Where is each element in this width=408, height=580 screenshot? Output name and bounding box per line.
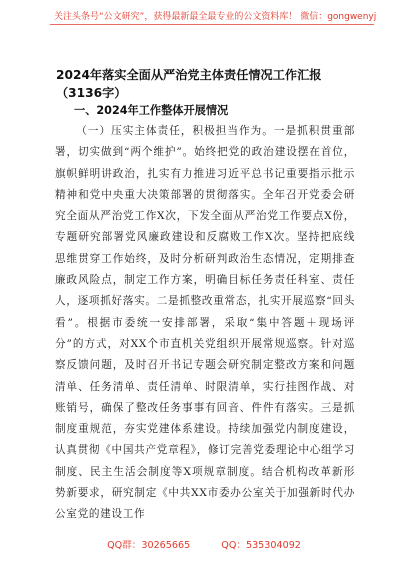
body-text — [55, 121, 355, 526]
header-banner: 关注头条号“公文研究”，获得最新最全最专业的公文资料库！ 微信：gongwenyj — [54, 12, 377, 22]
footer-qq: QQ：535304092 — [221, 540, 301, 551]
section-heading: 一、2024年工作整体开展情况 — [74, 104, 229, 117]
header-divider — [50, 24, 374, 25]
body-paragraph: （一）压实主体责任，积极担当作为。一是抓积贯重部署，切实做到“两个维护”。始终把党的政治建设摆在首位，旗帜鲜明讲政治，扎实有力推进习近平总书记重要指示批示精神和党中央重大决策部署的贯彻落实。全年召开党委会研究全面从严治党工作X次，下发全面从严治党工作要点X份，专题研究部署党风廉政建设和反腐败工作X次。坚持把底线思维贯穿工作始终，及时分析研判政治生态情况，定期排查廉政风险点，制定工作方案，明确目标任务责任科室、责任人，逐项抓好落实。二是抓整改重常态，扎实开展巡察“回头看”。根据市委统一安排部署，采取“集中答题＋现场评分”的方式，对XX个市直机关党组织开展常规巡察。针对巡察反馈问题，及时召开书记专题会研究制定整改方案和问题清单、任务清单、责任清单、时限清单，实行挂图作战、对账销号，确保了整改任务事事有回音、件件有落实。三是抓制度重规范，夯实党建体系建设。持续加强党内制度建设，认真贯彻《中国共产党章程》，修订完善党委理论中心组学习制度、民主生活会制度等X项规章制度。结合机构改革新形势新要求，研究制定《中共XX市委办公室关于加强新时代办公室党的建设工作 — [55, 125, 355, 521]
footer — [0, 537, 408, 551]
footer-qq-group: QQ群：30265665 — [107, 540, 191, 551]
document-title: 2024年落实全面从严治党主体责任情况工作汇报（3136字） — [56, 68, 322, 100]
